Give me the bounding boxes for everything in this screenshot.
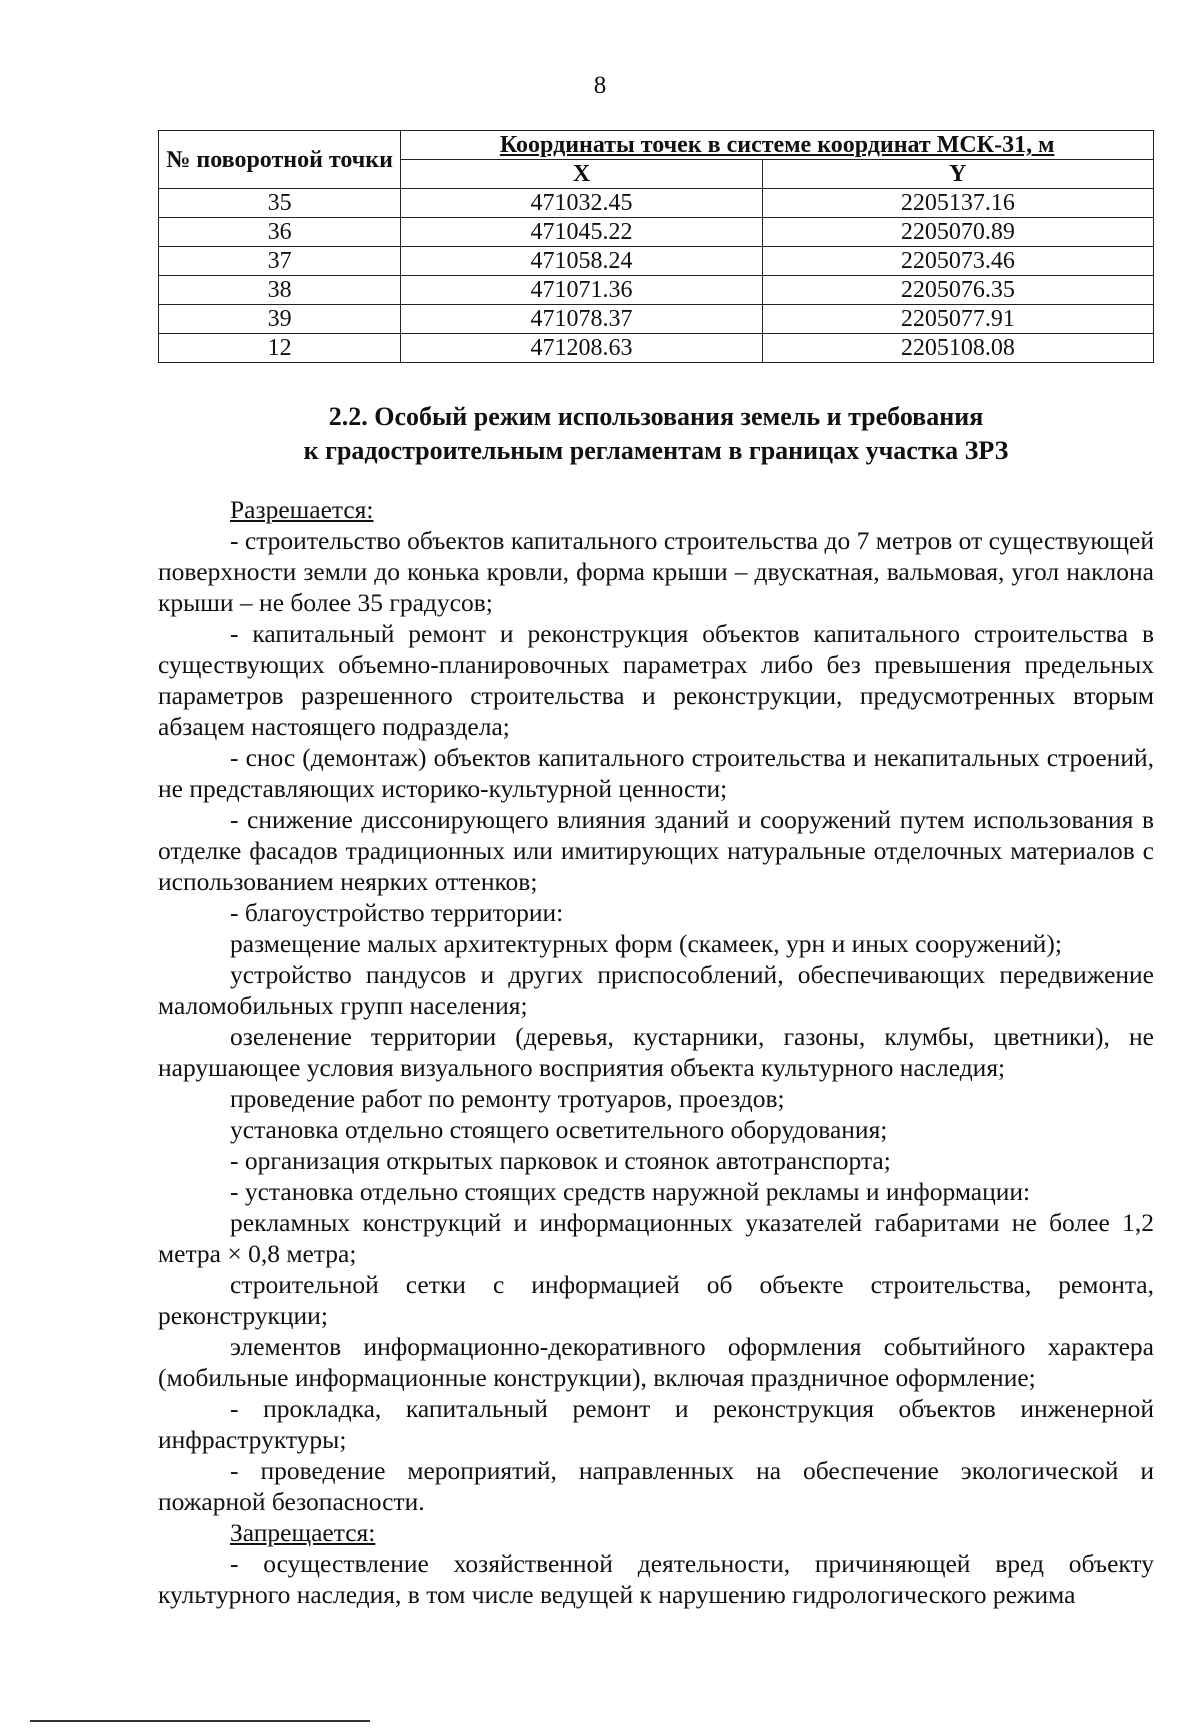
x-coordinate-cell: 471208.63 [401,334,762,363]
paragraph: - организация открытых парковок и стоянок автотранспорта; [230,1146,891,1175]
point-number-cell: 12 [159,334,401,363]
table-row [159,189,1154,218]
point-number-cell: 36 [159,218,401,247]
section-title-line-2: к градостроительным регламентам в границах участка ЗРЗ [303,436,1009,465]
subheading: Запрещается: [230,1518,376,1547]
header-point-number: № поворотной точки [159,131,401,189]
x-coordinate-cell: 471045.22 [401,218,762,247]
page-number: 8 [593,72,607,99]
coordinates-table [158,130,1154,363]
table-row [159,276,1154,305]
x-coordinate-cell: 471078.37 [401,305,762,334]
paragraph: устройство пандусов и других приспособлений, обеспечивающих передвижение маломобильных групп населения; [158,960,1154,1020]
paragraph: проведение работ по ремонту тротуаров, проездов; [230,1084,785,1113]
paragraph: - благоустройство территории: [230,898,564,927]
table-row [159,218,1154,247]
paragraph: строительной сетки с информацией об объекте строительства, ремонта, реконструкции; [158,1270,1154,1330]
table-row [159,334,1154,363]
header-coordinates [401,131,1154,160]
point-number-cell: 38 [159,276,401,305]
point-number-cell: 39 [159,305,401,334]
section-title-line-1: 2.2. Особый режим использования земель и требования [328,402,984,431]
table-body [159,189,1154,363]
paragraph: размещение малых архитектурных форм (скамеек, урн и иных сооружений); [230,929,1062,958]
y-coordinate-cell: 2205070.89 [762,218,1153,247]
paragraph: озеленение территории (деревья, кустарники, газоны, клумбы, цветники), не нарушающее условия визуального восприятия объекта культурного наследия; [158,1022,1154,1082]
header-coordinates-label: Координаты точек в системе координат МСК-31, м [499,132,1055,158]
table-row [159,305,1154,334]
paragraph: элементов информационно-декоративного оформления событийного характера (мобильные информационные конструкции), включая праздничное оформление; [158,1332,1154,1392]
point-number-cell: 37 [159,247,401,276]
paragraph: - осуществление хозяйственной деятельности, причиняющей вред объекту культурного наследия, в том числе ведущей к нарушению гидрологического режима [158,1549,1154,1609]
body-text [158,494,1154,1610]
y-coordinate-cell: 2205108.08 [762,334,1153,363]
paragraph: установка отдельно стоящего осветительного оборудования; [230,1115,888,1144]
paragraph: - строительство объектов капитального строительства до 7 метров от существующей поверхности земли до конька кровли, форма крыши – двускатная, вальмовая, угол наклона крыши – не более 35 градусов; [158,526,1154,617]
paragraph: рекламных конструкций и информационных указателей габаритами не более 1,2 метра × 0,8 метра; [158,1208,1154,1268]
paragraph: - снижение диссонирующего влияния зданий и сооружений путем использования в отделке фасадов традиционных или имитирующих натуральные отделочных материалов с использованием неярких оттенков; [158,805,1154,896]
paragraph: - капитальный ремонт и реконструкция объектов капитального строительства в существующих объемно-планировочных параметрах либо без превышения предельных параметров разрешенного строительства и реконструкции, предусмотренных вторым абзацем настоящего подраздела; [158,619,1154,741]
header-x: X [401,160,762,189]
header-y: Y [762,160,1153,189]
table-row [159,247,1154,276]
y-coordinate-cell: 2205076.35 [762,276,1153,305]
y-coordinate-cell: 2205137.16 [762,189,1153,218]
paragraph: - снос (демонтаж) объектов капитального строительства и некапитальных строений, не представляющих историко-культурной ценности; [158,743,1154,803]
y-coordinate-cell: 2205077.91 [762,305,1153,334]
paragraph: - прокладка, капитальный ремонт и реконструкция объектов инженерной инфраструктуры; [158,1394,1154,1454]
y-coordinate-cell: 2205073.46 [762,247,1153,276]
paragraph: - установка отдельно стоящих средств наружной рекламы и информации: [230,1177,1031,1206]
subheading: Разрешается: [230,495,374,524]
x-coordinate-cell: 471071.36 [401,276,762,305]
section-title [158,400,1154,468]
x-coordinate-cell: 471032.45 [401,189,762,218]
point-number-cell: 35 [159,189,401,218]
x-coordinate-cell: 471058.24 [401,247,762,276]
footer-line [30,1720,370,1722]
paragraph: - проведение мероприятий, направленных на обеспечение экологической и пожарной безопасности. [158,1456,1154,1516]
